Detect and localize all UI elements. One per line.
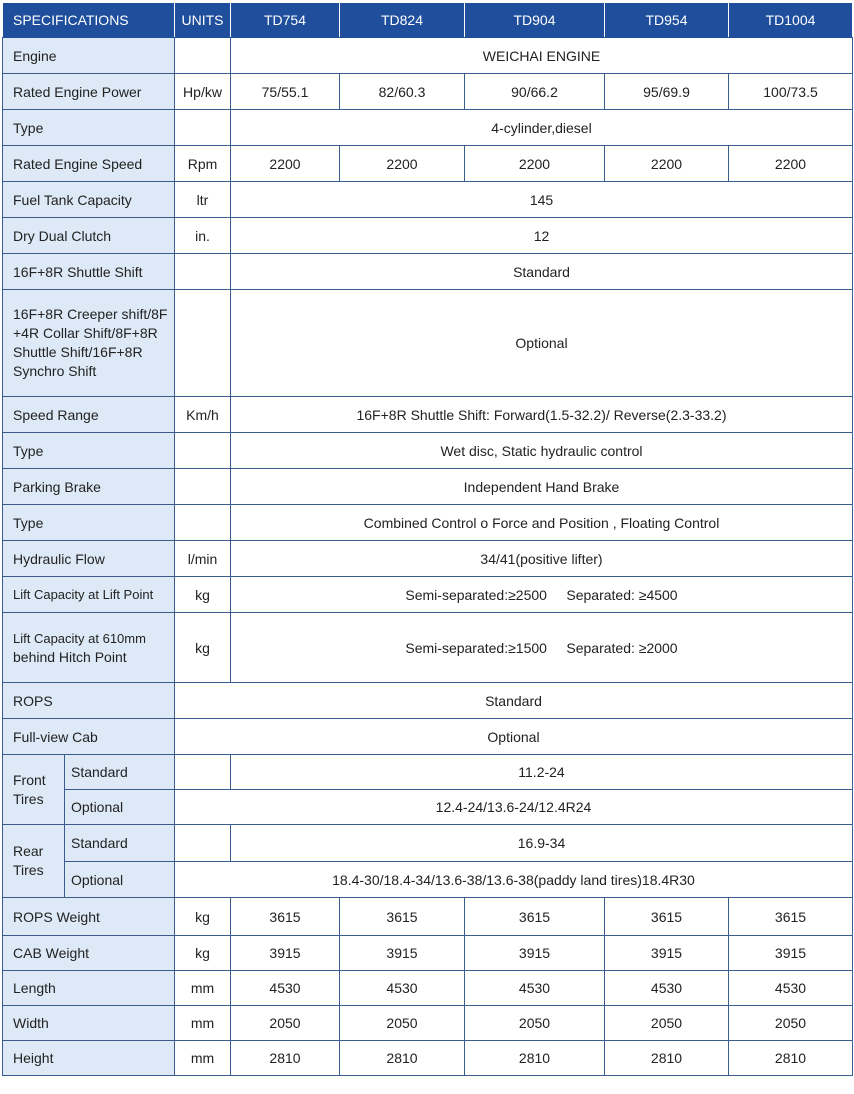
table-row [3, 218, 853, 254]
label-line: 16F+8R Creeper shift/8F [13, 306, 168, 322]
table-row [3, 505, 853, 541]
model-header-td954: TD954 [605, 3, 729, 38]
table-row [3, 182, 853, 218]
unit-cell: mm [175, 1006, 231, 1041]
value-cell: 2810 [340, 1041, 465, 1076]
row-label-parking-brake: Parking Brake [3, 469, 175, 505]
table-row [3, 469, 853, 505]
row-label-rated-power: Rated Engine Power [3, 74, 175, 110]
value-cell: 3915 [605, 936, 729, 971]
label-line: Lift Capacity at 610mm [13, 630, 146, 646]
sub-label-standard: Standard [65, 825, 175, 862]
label-line: Front [13, 771, 46, 788]
label-line: Tires [13, 862, 44, 878]
specifications-header: SPECIFICATIONS [3, 3, 175, 38]
model-header-td904: TD904 [465, 3, 605, 38]
table-row [3, 790, 853, 825]
value-cell: Combined Control o Force and Position , Floating Control [231, 505, 853, 541]
value-cell: Optional [231, 290, 853, 397]
value-cell: 3615 [340, 898, 465, 936]
table-row [3, 862, 853, 898]
unit-cell: mm [175, 1041, 231, 1076]
table-row [3, 755, 853, 790]
value-cell: Semi-separated:≥2500 Separated: ≥4500 [231, 577, 853, 613]
value-cell: 2200 [340, 146, 465, 182]
row-label-width: Width [3, 1006, 175, 1041]
units-header: UNITS [175, 3, 231, 38]
unit-cell [175, 290, 231, 397]
row-label-clutch: Dry Dual Clutch [3, 218, 175, 254]
row-label-length: Length [3, 971, 175, 1006]
value-cell: 4530 [465, 971, 605, 1006]
value-cell: 3915 [729, 936, 853, 971]
value-cell: 2200 [465, 146, 605, 182]
unit-cell [175, 755, 231, 790]
row-label-cab-weight: CAB Weight [3, 936, 175, 971]
unit-cell: mm [175, 971, 231, 1006]
value-cell: WEICHAI ENGINE [231, 38, 853, 74]
unit-cell: in. [175, 218, 231, 254]
table-row [3, 936, 853, 971]
table-row [3, 541, 853, 577]
value-cell: 2050 [231, 1006, 340, 1041]
table-row [3, 898, 853, 936]
row-label-brake-type: Type [3, 433, 175, 469]
value-cell: 3915 [231, 936, 340, 971]
row-label-hydraulic-flow: Hydraulic Flow [3, 541, 175, 577]
unit-cell: kg [175, 577, 231, 613]
value-cell: 2810 [729, 1041, 853, 1076]
value-cell: 18.4-30/18.4-34/13.6-38/13.6-38(paddy land tires)18.4R30 [175, 862, 853, 898]
label-line: behind Hitch Point [13, 648, 127, 665]
row-label-rops-weight: ROPS Weight [3, 898, 175, 936]
value-cell: 4530 [729, 971, 853, 1006]
unit-cell: Km/h [175, 397, 231, 433]
table-row [3, 254, 853, 290]
table-row [3, 146, 853, 182]
value-cell: 4530 [231, 971, 340, 1006]
table-row [3, 613, 853, 683]
value-cell: Wet disc, Static hydraulic control [231, 433, 853, 469]
table-row [3, 825, 853, 862]
table-row [3, 1041, 853, 1076]
sub-label-optional: Optional [65, 862, 175, 898]
row-label-engine-type: Type [3, 110, 175, 146]
value-cell: 2810 [465, 1041, 605, 1076]
row-label-front-tires [3, 755, 65, 825]
value-cell: 16.9-34 [231, 825, 853, 862]
value-cell: 11.2-24 [231, 755, 853, 790]
unit-cell [175, 254, 231, 290]
value-cell: 12.4-24/13.6-24/12.4R24 [175, 790, 853, 825]
label-line: Synchro Shift [13, 363, 97, 379]
value-cell: 2200 [605, 146, 729, 182]
value-cell: 2050 [605, 1006, 729, 1041]
model-header-td824: TD824 [340, 3, 465, 38]
unit-cell [175, 825, 231, 862]
table-row [3, 971, 853, 1006]
value-cell: 2050 [465, 1006, 605, 1041]
label-line: Rear [13, 843, 44, 859]
value-cell: Standard [175, 683, 853, 719]
label-line: Tires [13, 790, 44, 807]
row-label-lift-capacity: Lift Capacity at Lift Point [3, 577, 175, 613]
row-label-hitch-type: Type [3, 505, 175, 541]
row-label-fuel-tank: Fuel Tank Capacity [3, 182, 175, 218]
label-line: +4R Collar Shift/8F+8R [13, 325, 158, 341]
unit-cell [175, 110, 231, 146]
header-row [3, 3, 853, 38]
model-header-td1004: TD1004 [729, 3, 853, 38]
value-cell: 4-cylinder,diesel [231, 110, 853, 146]
unit-cell: l/min [175, 541, 231, 577]
unit-cell [175, 505, 231, 541]
row-label-creeper-shift [3, 290, 175, 397]
value-cell: 145 [231, 182, 853, 218]
unit-cell: Hp/kw [175, 74, 231, 110]
row-label-rops: ROPS [3, 683, 175, 719]
table-row [3, 38, 853, 74]
sub-label-standard: Standard [65, 755, 175, 790]
unit-cell [175, 38, 231, 74]
row-label-rear-tires [3, 825, 65, 898]
unit-cell: kg [175, 898, 231, 936]
row-label-full-view-cab: Full-view Cab [3, 719, 175, 755]
table-row [3, 683, 853, 719]
specifications-table [2, 2, 853, 1076]
value-cell: 3615 [465, 898, 605, 936]
table-row [3, 74, 853, 110]
row-label-engine: Engine [3, 38, 175, 74]
unit-cell: Rpm [175, 146, 231, 182]
table-row [3, 110, 853, 146]
model-header-td754: TD754 [231, 3, 340, 38]
value-cell: 2050 [729, 1006, 853, 1041]
value-cell: 75/55.1 [231, 74, 340, 110]
value-cell: 100/73.5 [729, 74, 853, 110]
row-label-lift-capacity-610 [3, 613, 175, 683]
value-cell: 3615 [605, 898, 729, 936]
row-label-rated-speed: Rated Engine Speed [3, 146, 175, 182]
value-cell: 34/41(positive lifter) [231, 541, 853, 577]
table-row [3, 1006, 853, 1041]
table-row [3, 397, 853, 433]
table-row [3, 577, 853, 613]
row-label-speed-range: Speed Range [3, 397, 175, 433]
value-cell: 3915 [340, 936, 465, 971]
label-line: Shuttle Shift/16F+8R [13, 344, 143, 360]
unit-cell: kg [175, 613, 231, 683]
sub-label-optional: Optional [65, 790, 175, 825]
value-cell: Independent Hand Brake [231, 469, 853, 505]
value-cell: 4530 [340, 971, 465, 1006]
value-cell: 2050 [340, 1006, 465, 1041]
value-cell: Optional [175, 719, 853, 755]
value-cell: 2810 [605, 1041, 729, 1076]
table-row [3, 290, 853, 397]
value-cell: 2810 [231, 1041, 340, 1076]
unit-cell: ltr [175, 182, 231, 218]
value-cell: 3615 [231, 898, 340, 936]
row-label-height: Height [3, 1041, 175, 1076]
value-cell: 2200 [231, 146, 340, 182]
value-cell: Standard [231, 254, 853, 290]
unit-cell [175, 433, 231, 469]
value-cell: 90/66.2 [465, 74, 605, 110]
value-cell: Semi-separated:≥1500 Separated: ≥2000 [231, 613, 853, 683]
table-row [3, 433, 853, 469]
table-row [3, 719, 853, 755]
value-cell: 4530 [605, 971, 729, 1006]
value-cell: 16F+8R Shuttle Shift: Forward(1.5-32.2)/ Reverse(2.3-33.2) [231, 397, 853, 433]
value-cell: 95/69.9 [605, 74, 729, 110]
value-cell: 3915 [465, 936, 605, 971]
unit-cell: kg [175, 936, 231, 971]
value-cell: 12 [231, 218, 853, 254]
value-cell: 3615 [729, 898, 853, 936]
value-cell: 2200 [729, 146, 853, 182]
row-label-shuttle-shift: 16F+8R Shuttle Shift [3, 254, 175, 290]
unit-cell [175, 469, 231, 505]
value-cell: 82/60.3 [340, 74, 465, 110]
